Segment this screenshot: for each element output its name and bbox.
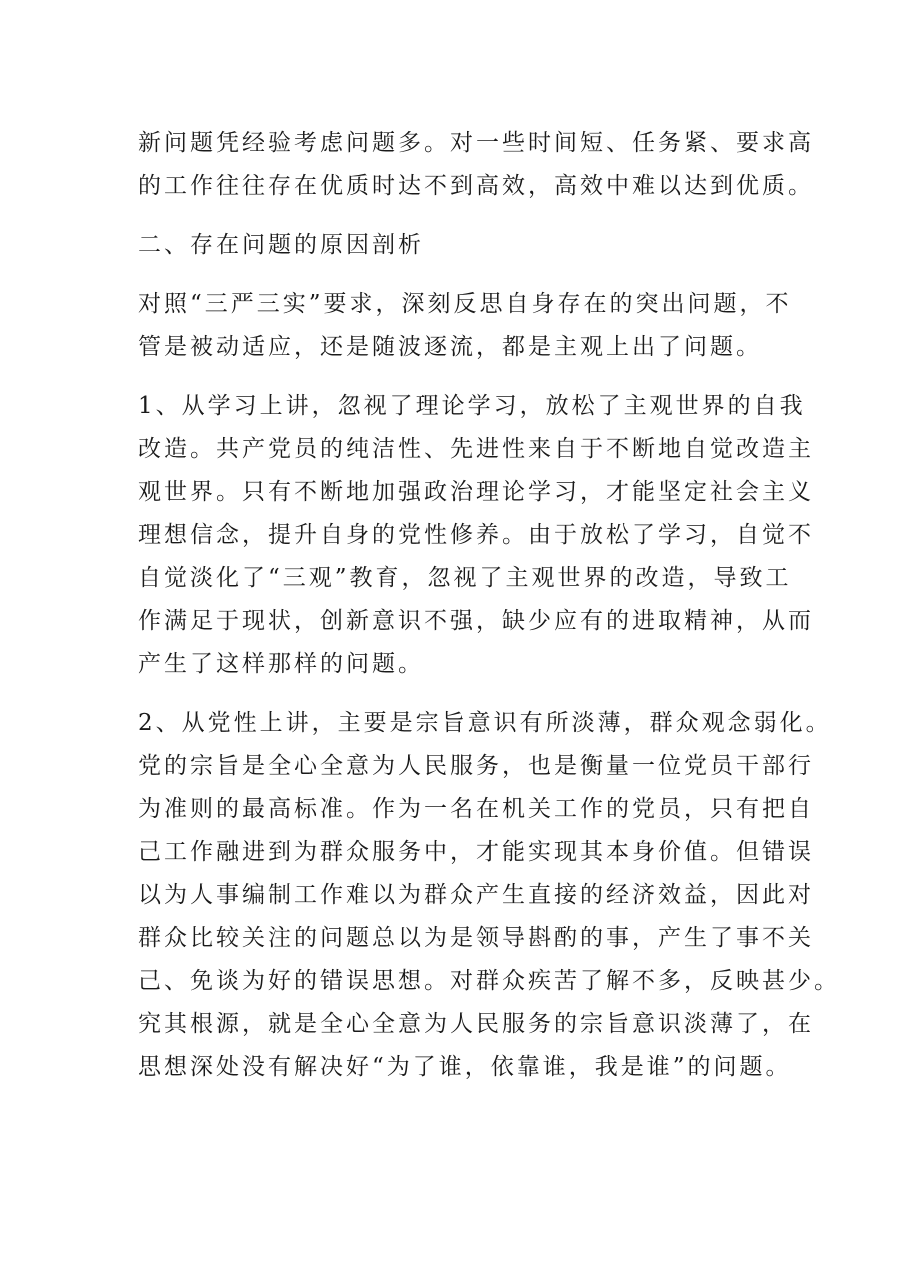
text-line: 究其根源，就是全心全意为人民服务的宗旨意识淡薄了，在 (138, 1011, 814, 1037)
text-line: 为准则的最高标准。作为一名在机关工作的党员，只有把自 (138, 796, 814, 822)
text-line: 群众比较关注的问题总以为是领导斟酌的事，产生了事不关 (138, 925, 814, 951)
text-line: 的工作往往存在优质时达不到高效，高效中难以达到优质。 (138, 173, 814, 199)
text-line: 己、免谈为好的错误思想。对群众疾苦了解不多，反映甚少。 (138, 968, 840, 994)
document-body (138, 122, 840, 1105)
paragraph-intro (138, 283, 792, 369)
text-line: 新问题凭经验考虑问题多。对一些时间短、任务紧、要求高 (138, 130, 814, 156)
text-line: 理想信念，提升自身的党性修养。由于放松了学习，自觉不 (138, 522, 814, 548)
section-heading (138, 224, 788, 267)
text-line: 二、存在问题的原因剖析 (138, 232, 424, 258)
text-line: 以为人事编制工作难以为群众产生直接的经济效益，因此对 (138, 882, 814, 908)
text-line: 对照“三严三实”要求，深刻反思自身存在的突出问题，不 (138, 291, 792, 317)
text-line: 产生了这样那样的问题。 (138, 651, 424, 677)
text-line: 思想深处没有解决好“为了谁，依靠谁，我是谁”的问题。 (138, 1054, 792, 1080)
text-line: 2、从党性上讲，主要是宗旨意识有所淡薄，群众观念弱化。 (138, 710, 832, 736)
text-line: 作满足于现状，创新意识不强，缺少应有的进取精神，从而 (138, 608, 814, 634)
paragraph-point-1 (138, 385, 814, 686)
text-line: 党的宗旨是全心全意为人民服务，也是衡量一位党员干部行 (138, 753, 814, 779)
text-line: 管是被动适应，还是随波逐流，都是主观上出了问题。 (138, 334, 762, 360)
text-line: 观世界。只有不断地加强政治理论学习，才能坚定社会主义 (138, 479, 814, 505)
paragraph-point-2 (138, 702, 840, 1089)
text-line: 己工作融进到为群众服务中，才能实现其本身价值。但错误 (138, 839, 814, 865)
paragraph-continuation (138, 122, 814, 208)
text-line: 自觉淡化了“三观”教育，忽视了主观世界的改造，导致工 (138, 565, 792, 591)
text-line: 改造。共产党员的纯洁性、先进性来自于不断地自觉改造主 (138, 436, 814, 462)
text-line: 1、从学习上讲，忽视了理论学习，放松了主观世界的自我 (138, 393, 806, 419)
